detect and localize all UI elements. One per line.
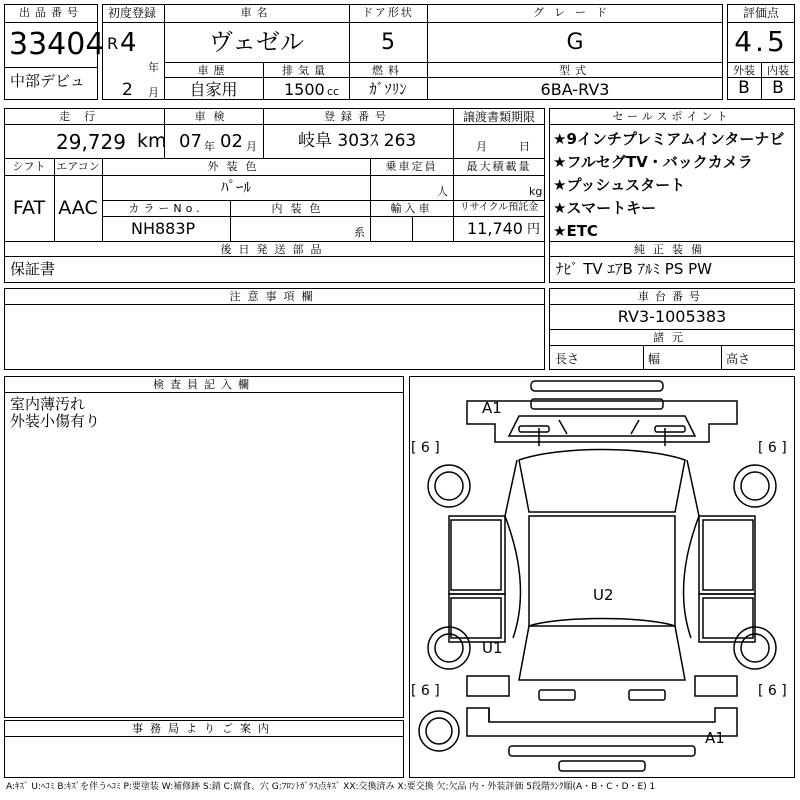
color-no: NH883P	[131, 219, 196, 238]
transfer-month-unit: 月	[476, 140, 487, 153]
shift-label: シフト	[12, 160, 46, 173]
history-label: 車歴	[197, 64, 230, 77]
history: 自家用	[189, 80, 238, 99]
inspector-note: 外装小傷有り	[10, 412, 101, 430]
sales-point: ★ETC	[553, 222, 598, 240]
tire-tread-label: [ 6 ]	[411, 683, 440, 699]
sales-point: ★フルセグTV・バックカメラ	[553, 153, 753, 171]
capacity-label: 乗車定員	[385, 160, 438, 173]
aircon-label: エアコン	[56, 160, 100, 173]
model-label: 型式	[559, 64, 591, 77]
ext-grade-label: 外装	[733, 64, 755, 77]
capacity-unit: 人	[437, 185, 448, 198]
ext-grade: B	[738, 78, 750, 98]
length-label: 長さ	[555, 352, 580, 366]
sales-point: ★スマートキー	[553, 199, 657, 217]
height-label: 高さ	[726, 352, 751, 366]
car-name-label: 車名	[240, 6, 273, 19]
displacement-label: 排気量	[282, 64, 330, 77]
inspector-note: 室内薄汚れ	[10, 395, 86, 413]
fuel-label: 燃料	[372, 64, 404, 77]
import-label: 輸入車	[390, 202, 433, 215]
era-label: R	[107, 34, 119, 53]
int-grade: B	[772, 78, 784, 98]
first-reg-label: 初度登録	[108, 6, 157, 20]
sales-points-list	[553, 128, 784, 243]
damage-mark: U2	[593, 586, 614, 604]
recycle-label: リサイクル預託金	[459, 202, 539, 213]
reg-year: 4	[120, 28, 137, 58]
inspection-year: 07	[179, 131, 202, 152]
displacement: 1500	[284, 80, 325, 99]
inspector-label: 検査員記入欄	[153, 378, 255, 391]
transfer-day-unit: 日	[519, 140, 530, 153]
inspection-month: 02	[220, 131, 243, 152]
equipment: ﾅﾋﾞ TV ｴｱB ｱﾙﾐ PS PW	[556, 260, 712, 278]
lot-label: 出品番号	[19, 6, 83, 19]
ext-color: ﾊﾟｰﾙ	[220, 178, 251, 196]
venue-name: 中部デビュ	[10, 72, 86, 90]
sales-points-label: セールスポイント	[612, 110, 732, 123]
door-label: ドア形状	[362, 6, 414, 19]
sales-point: ★プッシュスタート	[553, 176, 686, 194]
inspection-label: 車検	[194, 110, 233, 123]
car-diagram	[409, 376, 795, 778]
inspection-year-unit: 年	[204, 140, 215, 153]
plate-label: 登録番号	[324, 110, 392, 123]
grade-label: グレード	[533, 6, 617, 19]
reg-month-unit: 月	[148, 86, 159, 99]
spec-label: 諸元	[653, 331, 691, 344]
later-parts-label: 後日発送部品	[220, 243, 329, 256]
lot-number: 33404	[9, 27, 105, 62]
door-count: 5	[381, 30, 395, 55]
max-load-unit: kg	[529, 185, 543, 198]
tire-tread-label: [ 6 ]	[758, 683, 787, 699]
score-label: 評価点	[742, 6, 779, 20]
recycle-unit: 円	[527, 222, 541, 237]
tire-tread-label: [ 6 ]	[758, 440, 787, 456]
fuel: ｶﾞｿﾘﾝ	[369, 80, 407, 98]
mileage-label: 走行	[59, 110, 109, 123]
damage-mark: A1	[705, 729, 725, 747]
mileage: 29,729	[56, 130, 126, 154]
equipment-label: 純正装備	[634, 243, 710, 256]
shift: FAT	[12, 197, 46, 219]
inspection-month-unit: 月	[246, 140, 257, 153]
reg-month: 2	[122, 80, 133, 100]
legend-footer: A:ｷｽﾞ U:ﾍｺﾐ B:ｷｽﾞを伴うﾍｺﾐ P:要塗装 W:補修跡 S:錆 C:腐食、穴 G:ﾌﾛﾝﾄｶﾞﾗｽ点ｷｽﾞ XX:交換済み X:要交換 欠:欠品 内・外装評価 5段階ﾗﾝｸ順(A・B・C・D・E) 1	[6, 782, 656, 792]
chassis-number: RV3-1005383	[617, 307, 727, 326]
inspector-notes	[10, 396, 100, 430]
aircon: AAC	[58, 197, 98, 219]
later-parts: 保証書	[10, 260, 56, 278]
interior-color-unit: 系	[354, 226, 365, 239]
chassis-label: 車台番号	[638, 290, 706, 303]
notes-label: 注意事項欄	[229, 290, 320, 303]
interior-color-label: 内装色	[271, 202, 329, 215]
ext-color-label: 外装色	[207, 160, 265, 173]
max-load-label: 最大積載量	[466, 160, 532, 173]
transfer-doc-label: 譲渡書類期限	[462, 110, 535, 124]
sales-point: ★9インチプレミアムインターナビ	[553, 130, 785, 148]
color-no-label: カラーNo.	[128, 202, 204, 215]
office-label: 事務局よりご案内	[132, 722, 276, 735]
mileage-unit: km	[137, 130, 167, 152]
width-label: 幅	[648, 352, 661, 366]
grade: G	[566, 30, 584, 55]
recycle-fee: 11,740	[467, 219, 523, 238]
score: 4.5	[734, 25, 788, 58]
plate-number: 岐阜 303ｽ 263	[298, 131, 417, 151]
damage-mark: U1	[482, 639, 503, 657]
tire-tread-label: [ 6 ]	[411, 440, 440, 456]
damage-mark: A1	[482, 399, 502, 417]
reg-year-unit: 年	[148, 61, 159, 74]
int-grade-label: 内装	[767, 64, 789, 77]
model-code: 6BA-RV3	[540, 80, 610, 99]
car-name: ヴェゼル	[208, 28, 305, 56]
displacement-unit: cc	[327, 85, 340, 98]
